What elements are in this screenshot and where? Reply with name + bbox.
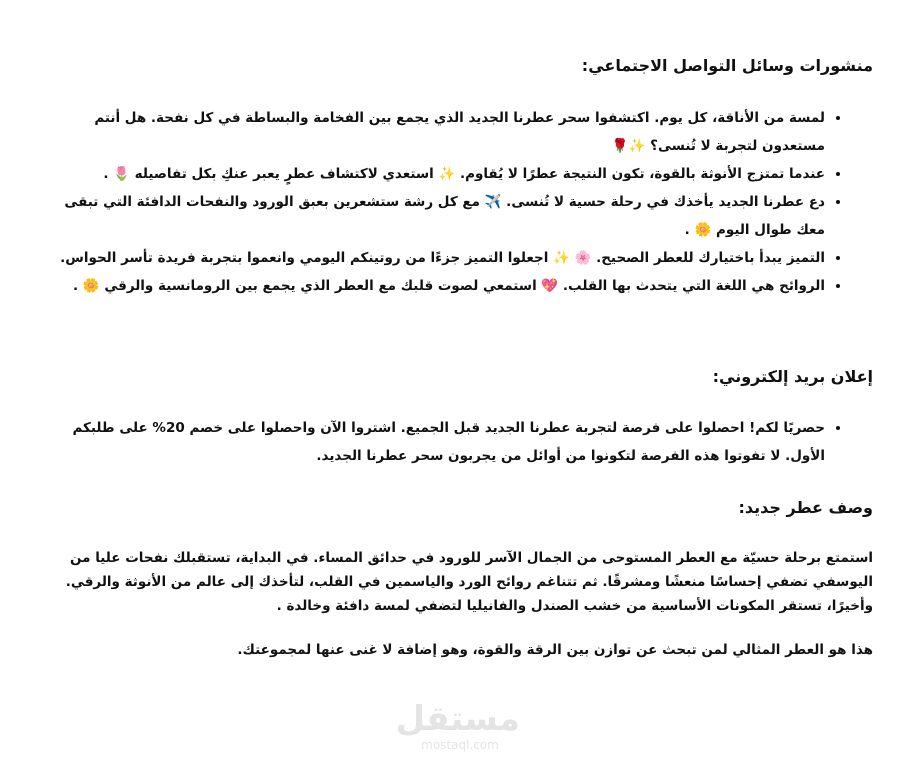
social-heading: منشورات وسائل التواصل الاجتماعي:: [581, 56, 873, 75]
email-heading: إعلان بريد إلكتروني:: [712, 367, 873, 386]
watermark-brand: مستقل: [395, 699, 520, 739]
social-item-5: • الروائح هي اللغة التي يتحدث بها القلب. 💖 استمعي لصوت قلبك مع العطر الذي يجمع بين الرومانسية والرقي 🌼 .: [45, 272, 825, 300]
description-heading: وصف عطر جديد:: [738, 498, 873, 517]
mostaql-watermark-logo: [395, 699, 520, 752]
description-closing: هذا هو العطر المثالي لمن تبحث عن توازن بين الرقة والقوة، وهو إضافة لا غنى عنها لمجموعتك.: [237, 642, 873, 658]
social-list: [45, 104, 873, 300]
description-paragraph: استمتع برحلة حسيّة مع العطر المستوحى من الجمال الآسر للورود في حدائق المساء. في البداية، تستقبلك نفحات عليا من اليوسفي تضفي إحساسًا منعشًا ومشرقًا. ثم تتناغم روائح الورد والياسمين في القلب، لتأخذك إلى عالم من الأنوثة والرقي. وأخيرًا، تستقر المكونات الأساسية من خشب الصندل والفانيليا لتضفي لمسة دافئة وخالدة .: [65, 550, 873, 614]
social-item-4: • التميز يبدأ باختيارك للعطر الصحيح. 🌸 ✨ اجعلوا التميز جزءًا من روتينكم اليومي وانعموا بتجربة فريدة تأسر الحواس.: [45, 244, 825, 272]
social-item-2: • عندما تمتزج الأنوثة بالقوة، تكون النتيجة عطرًا لا يُقاوم. ✨ استعدي لاكتشاف عطرٍ يعبر عنكِ بكل تفاصيله 🌷 .: [45, 160, 825, 188]
email-list: [45, 414, 873, 470]
social-item-1: • لمسة من الأناقة، كل يوم. اكتشفوا سحر عطرنا الجديد الذي يجمع بين الفخامة والبساطة في كل نفحة. هل أنتم مستعدون لتجربة لا تُنسى؟ ✨🌹: [45, 104, 825, 160]
email-item-1: • حصريًا لكم! احصلوا على فرصة لتجربة عطرنا الجديد قبل الجميع. اشتروا الآن واحصلوا على خصم 20% على طلبكم الأول. لا تفوتوا هذه الفرصة لتكونوا من أوائل من يجربون سحر عطرنا الجديد.: [45, 414, 825, 470]
watermark-url: mostaql.com: [421, 738, 499, 752]
social-item-3: • دع عطرنا الجديد يأخذك في رحلة حسية لا تُنسى. ✈️ مع كل رشة ستشعرين بعبق الورود والنفحات الدافئة التي تبقى معك طوال اليوم 🌼 .: [45, 188, 825, 244]
